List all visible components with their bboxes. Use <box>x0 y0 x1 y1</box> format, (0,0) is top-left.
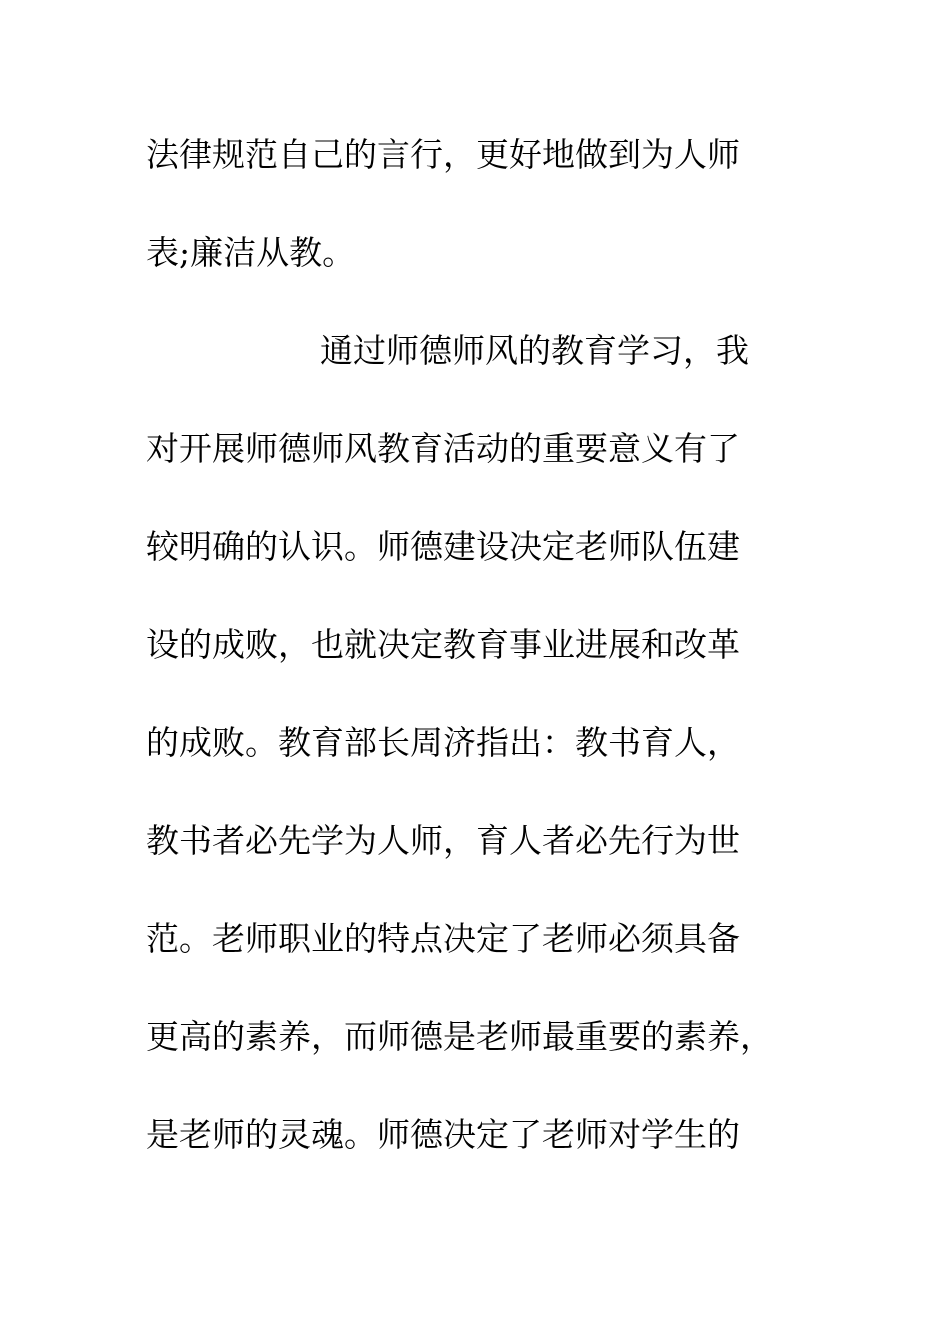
text-line: 对开展师德师风教育活动的重要意义有了 <box>146 429 740 468</box>
text-line: 表;廉洁从教。 <box>146 233 356 272</box>
paragraph-start-line: 通过师德师风的教育学习，我 <box>320 331 749 370</box>
text-line: 较明确的认识。师德建设决定老师队伍建 <box>146 527 740 566</box>
text-line: 法律规范自己的言行，更好地做到为人师 <box>146 135 740 174</box>
text-line: 更高的素养，而师德是老师最重要的素养， <box>146 1017 773 1056</box>
text-line: 范。老师职业的特点决定了老师必须具备 <box>146 919 740 958</box>
text-line: 设的成败，也就决定教育事业进展和改革 <box>146 625 740 664</box>
text-line: 是老师的灵魂。师德决定了老师对学生的 <box>146 1115 740 1154</box>
text-line: 的成败。教育部长周济指出：教书育人， <box>146 723 740 762</box>
text-line: 教书者必先学为人师，育人者必先行为世 <box>146 821 740 860</box>
